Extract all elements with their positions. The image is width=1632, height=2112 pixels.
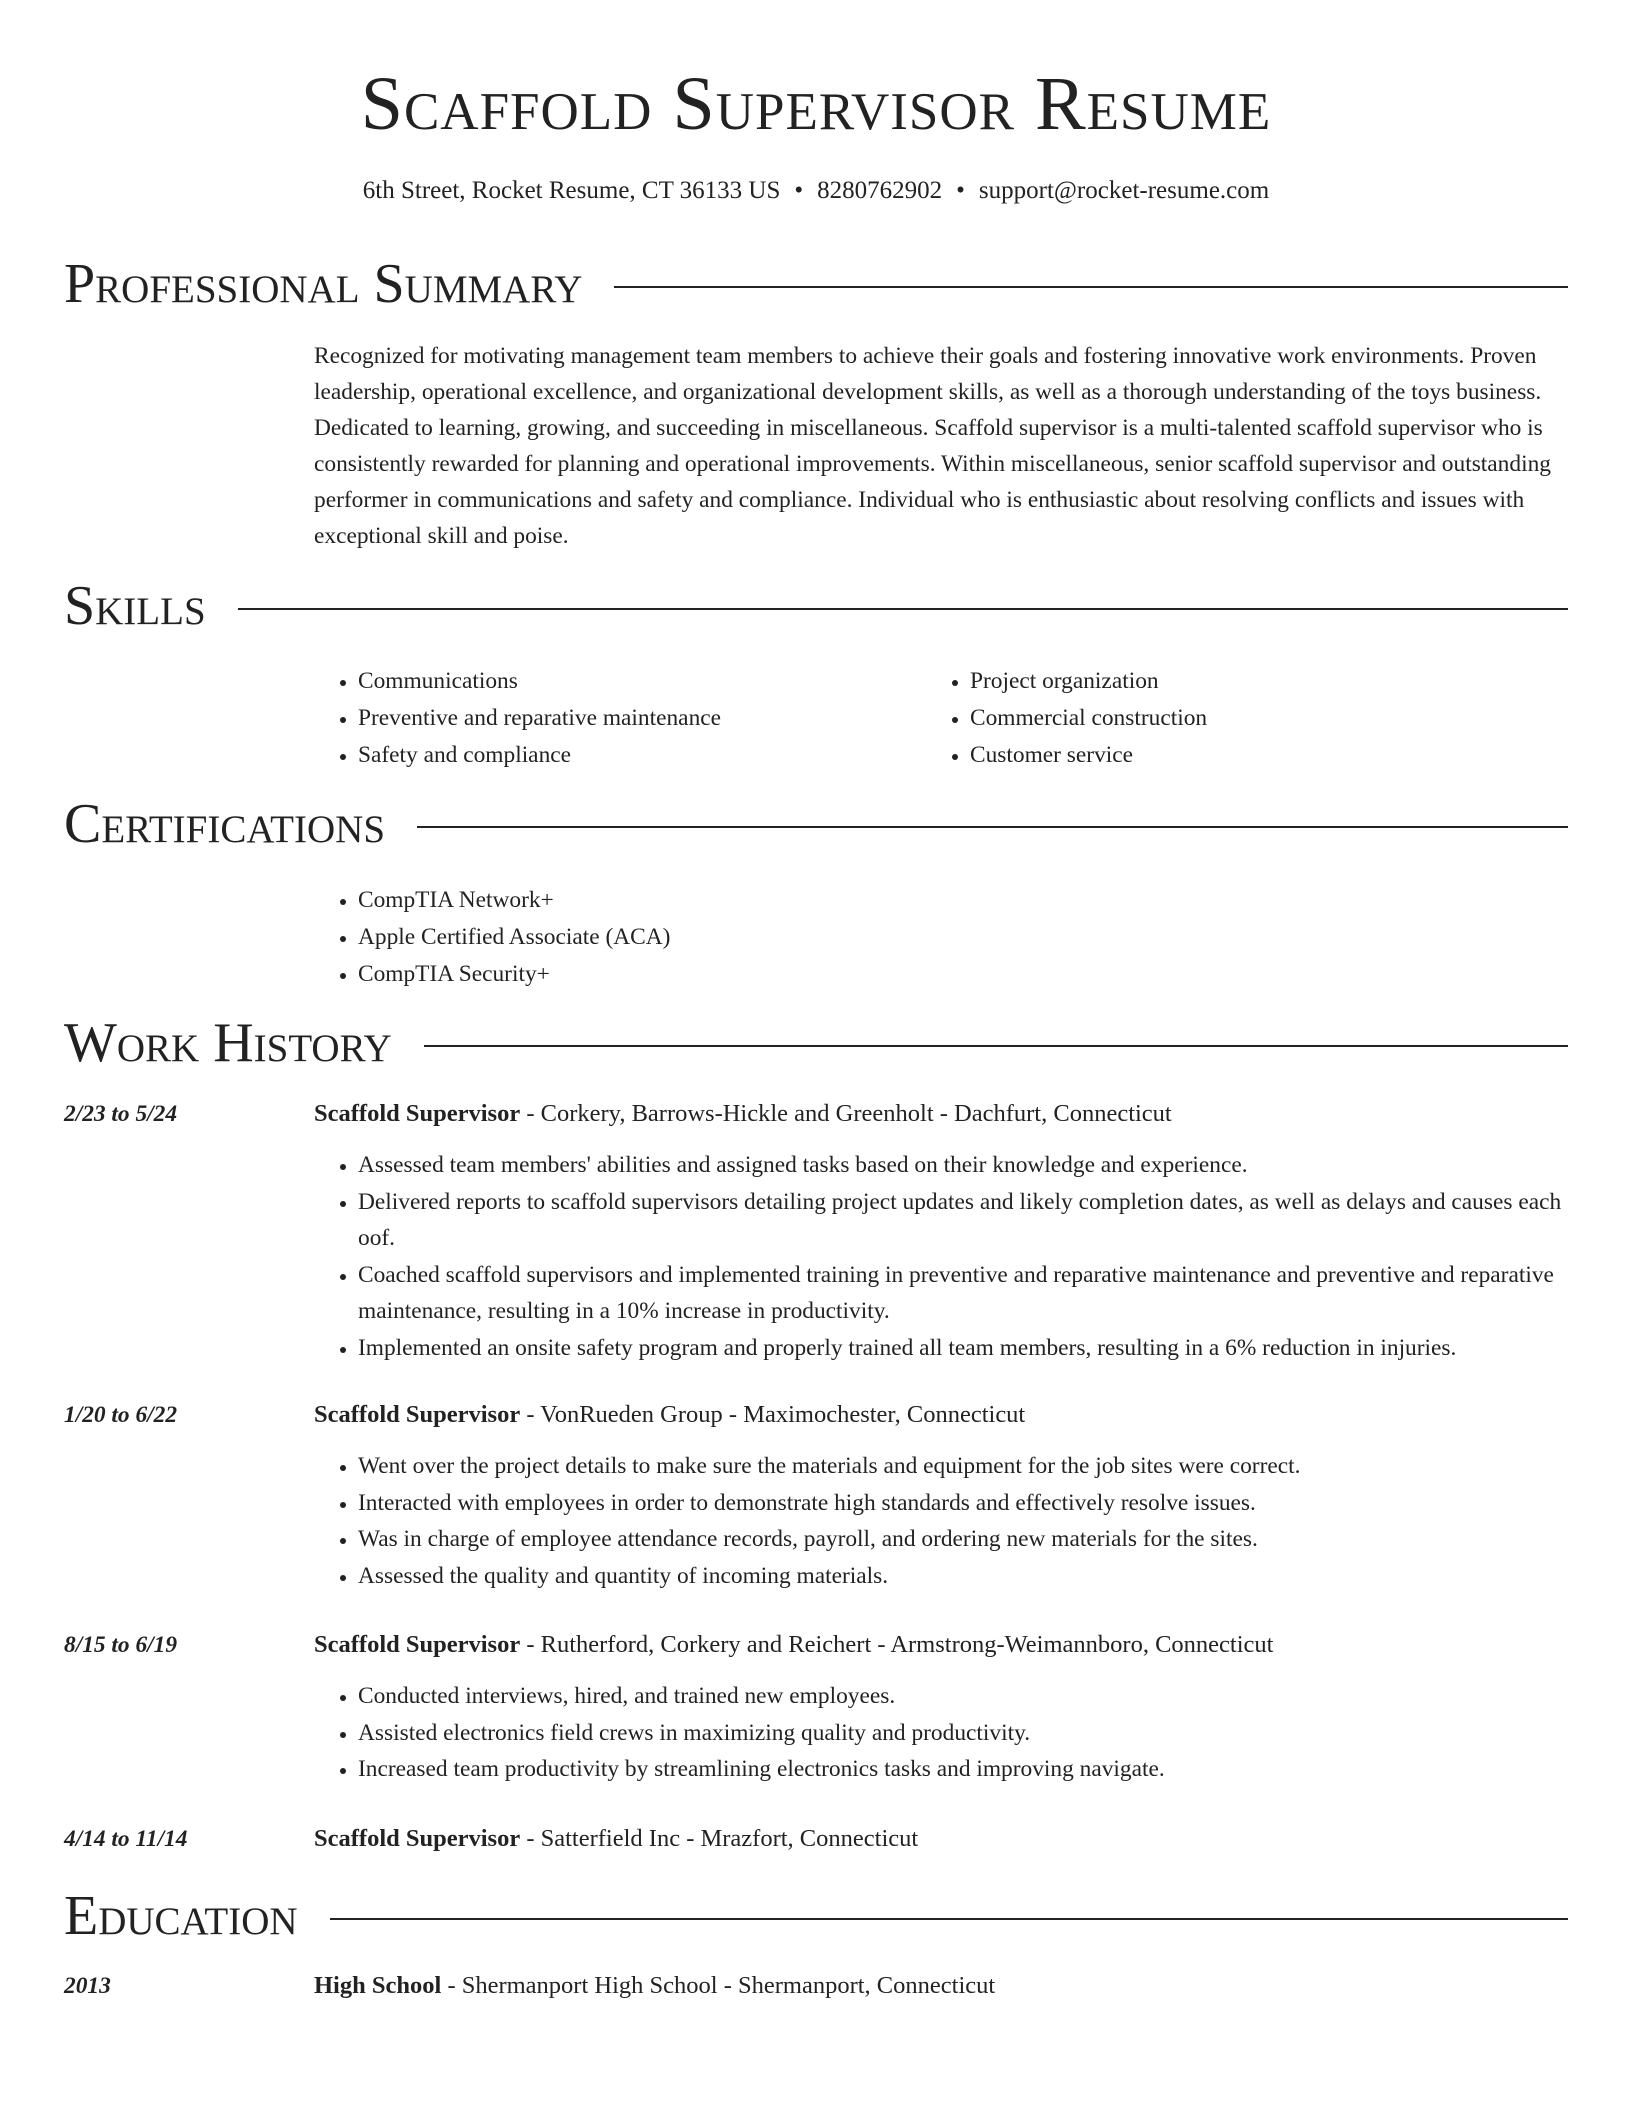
section-divider bbox=[424, 1045, 1568, 1047]
section-divider bbox=[330, 1918, 1568, 1920]
job-employer: - Satterfield Inc - Mrazfort, Connecticut bbox=[520, 1825, 919, 1852]
skill-item: • Commercial construction bbox=[970, 700, 1207, 737]
section-divider bbox=[238, 608, 1568, 610]
skills-column-left bbox=[314, 663, 721, 774]
job-bullet: • Assisted electronics field crews in maximizing quality and productivity. bbox=[358, 1715, 1568, 1752]
job-bullet: • Went over the project details to make sure the materials and equipment for the job sites were correct. bbox=[358, 1448, 1568, 1485]
section-divider bbox=[417, 826, 1568, 828]
job-heading bbox=[314, 1628, 1568, 1662]
job-bullet: • Implemented an onsite safety program and properly trained all team members, resulting in a 6% reduction in injuries. bbox=[358, 1330, 1568, 1367]
certifications-list bbox=[314, 882, 670, 993]
job-bullets bbox=[314, 1147, 1568, 1366]
job-bullet: • Was in charge of employee attendance records, payroll, and ordering new materials for the sites. bbox=[358, 1521, 1568, 1558]
certification-item: • Apple Certified Associate (ACA) bbox=[358, 919, 670, 956]
job-bullets bbox=[314, 1448, 1568, 1594]
job-bullet: • Interacted with employees in order to demonstrate high standards and effectively resolve issues. bbox=[358, 1485, 1568, 1522]
education-year: 2013 bbox=[64, 1973, 111, 1999]
job-heading bbox=[314, 1822, 1568, 1856]
skill-item: • Communications bbox=[358, 663, 721, 700]
education-heading bbox=[314, 1969, 1568, 2003]
skill-item: • Project organization bbox=[970, 663, 1207, 700]
job-bullet: • Assessed the quality and quantity of incoming materials. bbox=[358, 1558, 1568, 1595]
section-header-work-history bbox=[64, 1011, 1568, 1075]
job-dates: 4/14 to 11/14 bbox=[64, 1826, 188, 1852]
section-header-summary bbox=[64, 252, 1568, 316]
contact-line bbox=[0, 174, 1632, 208]
section-header-skills bbox=[64, 574, 1568, 638]
job-heading bbox=[314, 1398, 1568, 1432]
section-title-skills: Skills bbox=[64, 575, 206, 637]
job-employer: - Rutherford, Corkery and Reichert - Armstrong-Weimannboro, Connecticut bbox=[520, 1631, 1274, 1658]
section-header-education bbox=[64, 1884, 1568, 1948]
job-title: Scaffold Supervisor bbox=[314, 1100, 521, 1127]
section-divider bbox=[614, 286, 1568, 288]
skills-column-right bbox=[926, 663, 1207, 774]
job-dates: 1/20 to 6/22 bbox=[64, 1402, 178, 1428]
education-school: - Shermanport High School - Shermanport, Connecticut bbox=[441, 1972, 996, 1999]
skill-item: • Preventive and reparative maintenance bbox=[358, 700, 721, 737]
job-employer: - Corkery, Barrows-Hickle and Greenholt - Dachfurt, Connecticut bbox=[520, 1100, 1172, 1127]
job-bullet: • Conducted interviews, hired, and trained new employees. bbox=[358, 1678, 1568, 1715]
contact-separator: • bbox=[956, 177, 965, 204]
job-dates: 8/15 to 6/19 bbox=[64, 1632, 178, 1658]
contact-phone: 8280762902 bbox=[817, 177, 943, 204]
section-title-education: Education bbox=[64, 1885, 298, 1947]
job-title: Scaffold Supervisor bbox=[314, 1401, 521, 1428]
job-employer: - VonRueden Group - Maximochester, Connecticut bbox=[520, 1401, 1026, 1428]
skill-item: • Safety and compliance bbox=[358, 737, 721, 774]
job-bullet: • Coached scaffold supervisors and implemented training in preventive and reparative maintenance and preventive and reparative maintenance, resulting in a 10% increase in productivity. bbox=[358, 1257, 1568, 1330]
job-bullet: • Delivered reports to scaffold supervisors detailing project updates and likely completion dates, as well as delays and causes each oof. bbox=[358, 1184, 1568, 1257]
job-dates: 2/23 to 5/24 bbox=[64, 1101, 178, 1127]
job-bullet: • Assessed team members' abilities and assigned tasks based on their knowledge and experience. bbox=[358, 1147, 1568, 1184]
section-title-work-history: Work History bbox=[64, 1012, 392, 1074]
job-title: Scaffold Supervisor bbox=[314, 1825, 521, 1852]
job-bullet: • Increased team productivity by streamlining electronics tasks and improving navigate. bbox=[358, 1751, 1568, 1788]
contact-email[interactable]: support@rocket-resume.com bbox=[978, 177, 1270, 204]
summary-text: Recognized for motivating management team members to achieve their goals and fostering innovative work environments. Proven leadership, operational excellence, and organizational development skills, as well as a thorough understanding of the toys business. Dedicated to learning, growing, and succeeding in miscellaneous. Scaffold supervisor is a multi-talented scaffold supervisor who is consistently rewarded for planning and operational improvements. Within miscellaneous, senior scaffold supervisor and outstanding performer in communications and safety and compliance. Individual who is enthusiastic about resolving conflicts and issues with exceptional skill and poise. bbox=[314, 343, 1551, 549]
section-header-certifications bbox=[64, 792, 1568, 856]
certification-item: • CompTIA Network+ bbox=[358, 882, 670, 919]
education-degree: High School bbox=[314, 1972, 442, 1999]
skill-item: • Customer service bbox=[970, 737, 1207, 774]
job-bullets bbox=[314, 1678, 1568, 1788]
job-heading bbox=[314, 1097, 1568, 1131]
resume-title: Scaffold Supervisor Resume bbox=[360, 62, 1272, 146]
section-title-certifications: Certifications bbox=[64, 793, 386, 855]
certification-item: • CompTIA Security+ bbox=[358, 956, 670, 993]
section-title-summary: Professional Summary bbox=[64, 253, 583, 315]
job-title: Scaffold Supervisor bbox=[314, 1631, 521, 1658]
contact-separator: • bbox=[794, 177, 804, 204]
contact-address: 6th Street, Rocket Resume, CT 36133 US bbox=[362, 177, 781, 204]
